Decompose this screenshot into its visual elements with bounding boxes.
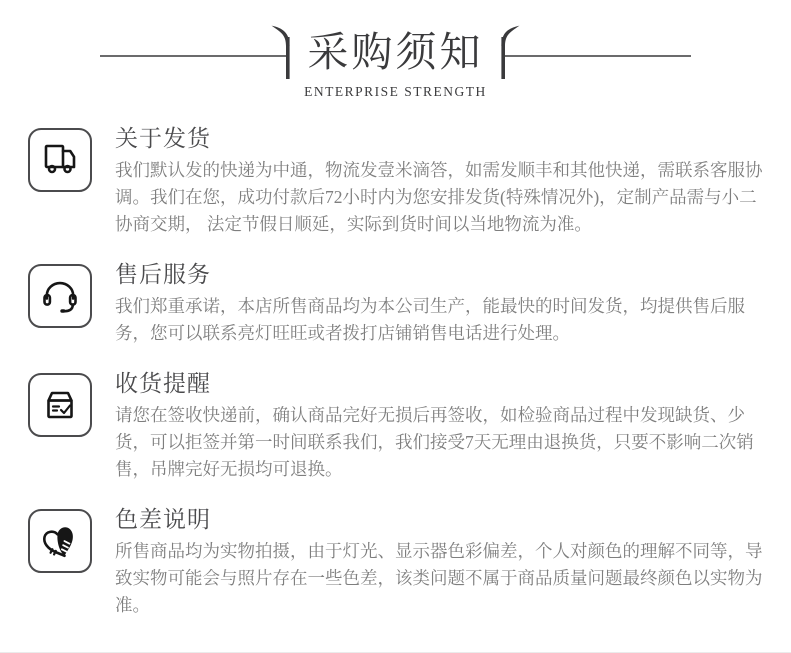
page-title: 采购须知 (307, 29, 484, 75)
notice-section-aftersales (28, 264, 766, 347)
notice-body: 我们默认发的快递为中通，物流发壹米滴答，如需发顺丰和其他快递，需联系客服协调。我们在您，成功付款后72小时内为您安排发货(特殊情况外)，定制产品需与小二协商交期， 法定节假日顺延，实际到货时间以当地物流为准。 (115, 160, 763, 234)
notice-title: 关于发货 (115, 126, 211, 151)
notice-content (115, 124, 766, 238)
page-header (0, 0, 791, 128)
package-check-icon (28, 373, 92, 437)
notice-content (115, 369, 766, 483)
notice-body: 请您在签收快递前，确认商品完好无损后再签收，如检验商品过程中发现缺货、少货，可以拒签并第一时间联系我们，我们接受7天无理由退换货，只要不影响二次销售，吊牌完好无损均可退换。 (115, 405, 754, 479)
notice-content (115, 505, 766, 619)
heart-handshake-icon (28, 509, 92, 573)
notice-title: 售后服务 (115, 262, 211, 287)
notice-body: 所售商品均为实物拍摄，由于灯光、显示器色彩偏差，个人对颜色的理解不同等，导致实物可能会与照片存在一些色差，该类问题不属于商品质量问题最终颜色以实物为准。 (115, 541, 763, 615)
notice-sections (0, 128, 791, 619)
notice-title: 色差说明 (115, 507, 211, 532)
notice-content (115, 260, 766, 347)
notice-title: 收货提醒 (115, 371, 211, 396)
page-subtitle: ENTERPRISE STRENGTH (304, 84, 487, 99)
notice-body: 我们郑重承诺，本店所售商品均为本公司生产，能最快的时间发货，均提供售后服务，您可以联系亮灯旺旺或者拨打店铺销售电话进行处理。 (115, 296, 745, 343)
headset-icon (28, 264, 92, 328)
truck-icon (28, 128, 92, 192)
notice-section-receipt (28, 373, 766, 483)
notice-section-color (28, 509, 766, 619)
notice-section-shipping (28, 128, 766, 238)
